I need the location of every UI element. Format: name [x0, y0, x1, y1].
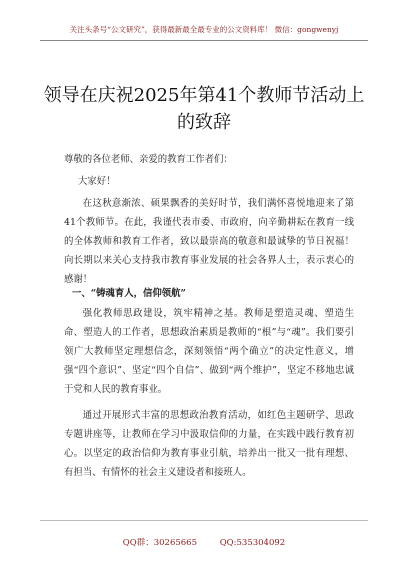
paragraph-3: 通过开展形式丰富的思想政治教育活动，如红色主题研学、思政专题讲座等，让教师在学习中汲取信仰的力量，在实践中践行教育初心。以坚定的政治信仰为教育事业引航，培养出一批又一批有理想、有担当、有情怀的社会主义建设者和接班人。: [64, 410, 354, 478]
greeting: 大家好！: [78, 176, 116, 187]
paragraph-1: 在这秋意渐浓、硕果飘香的美好时节，我们满怀喜悦地迎来了第41个教师节。在此，我谨代表市委、市政府，向辛勤耕耘在教育一线的全体教师和教育工作者，致以最崇高的敬意和最诚挚的节日祝福！向长期以来关心支持我市教育事业发展的社会各界人士，表示衷心的感谢！: [64, 198, 354, 285]
footer-qq-group: QQ群：30265665: [122, 538, 197, 548]
footer: [0, 536, 408, 548]
paragraph-2: 强化教师思政建设，筑牢精神之基。教师是塑造灵魂、塑造生命、塑造人的工作者，思想政治素质是教师的“根”与“魂”。我们要引领广大教师坚定理想信念，深刻领悟“两个确立”的决定性意义，增强“四个意识”、坚定“四个自信”、做到“两个维护”，坚定不移地忠诚于党和人民的教育事业。: [64, 308, 354, 395]
footer-qq-contact: QQ:535304092: [219, 538, 286, 548]
header-divider: [40, 40, 368, 41]
footer-divider: [40, 520, 368, 521]
document-title: 领导在庆祝2025年第41个教师节活动上的致辞: [43, 85, 365, 133]
header-note: 关注头条号“公文研究”，获得最新最全最专业的公文资料库！ 微信：gongwenyj: [69, 25, 339, 34]
section-heading-1: 一、“铸魂育人，信仰领航”: [72, 288, 186, 299]
salutation: 尊敬的各位老师、亲爱的教育工作者们：: [64, 154, 233, 165]
